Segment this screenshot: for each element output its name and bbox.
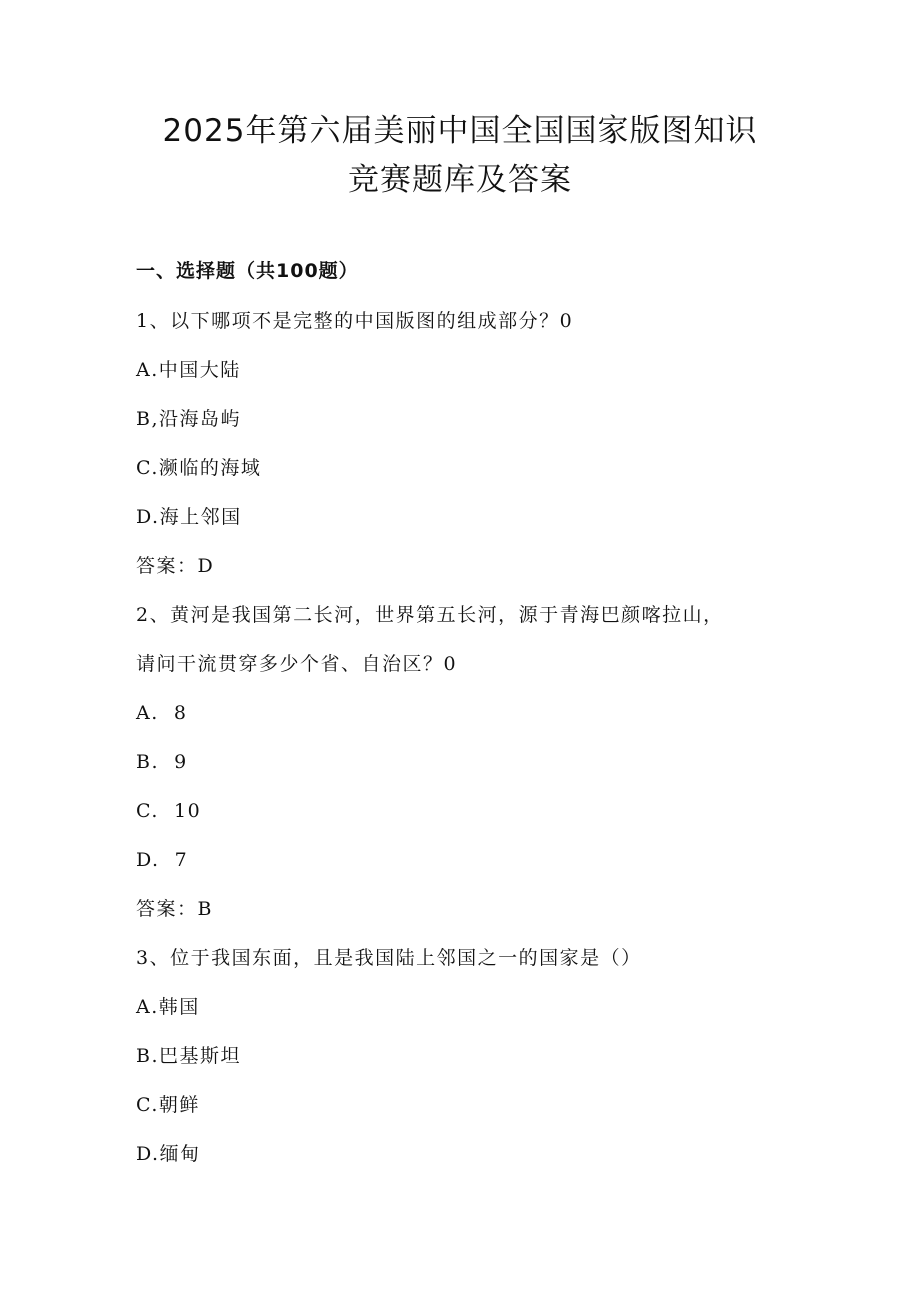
question-3-option-c: C.朝鲜 bbox=[136, 1094, 200, 1116]
question-2-answer: 答案：B bbox=[136, 898, 213, 920]
section-heading: 一、选择题（共100题） bbox=[136, 260, 359, 282]
question-2-option-b: B. 9 bbox=[136, 751, 188, 773]
question-list bbox=[136, 306, 796, 1188]
question-2-text-line-1: 2、黄河是我国第二长河，世界第五长河，源于青海巴颜喀拉山， bbox=[136, 604, 724, 626]
question-2-text-line-2: 请问干流贯穿多少个省、自治区？0 bbox=[136, 653, 458, 675]
question-3-option-a: A.韩国 bbox=[136, 996, 200, 1018]
question-3-text: 3、位于我国东面，且是我国陆上邻国之一的国家是（） bbox=[136, 947, 642, 969]
question-1-option-b: B,沿海岛屿 bbox=[136, 408, 242, 430]
question-2-option-c: C. 10 bbox=[136, 800, 202, 822]
document-title-line-2: 竞赛题库及答案 bbox=[348, 162, 572, 198]
question-2-option-a: A. 8 bbox=[136, 702, 188, 724]
question-1-option-a: A.中国大陆 bbox=[136, 359, 241, 381]
question-3-option-b: B.巴基斯坦 bbox=[136, 1045, 242, 1067]
question-3-option-d: D.缅甸 bbox=[136, 1143, 201, 1165]
question-1-answer: 答案：D bbox=[136, 555, 215, 577]
document-title-line-1: 2025年第六届美丽中国全国国家版图知识 bbox=[162, 113, 758, 149]
question-1-option-c: C.濒临的海域 bbox=[136, 457, 262, 479]
question-2-option-d: D. 7 bbox=[136, 849, 189, 871]
question-1-option-d: D.海上邻国 bbox=[136, 506, 242, 528]
question-1-text: 1、以下哪项不是完整的中国版图的组成部分？0 bbox=[136, 310, 574, 332]
